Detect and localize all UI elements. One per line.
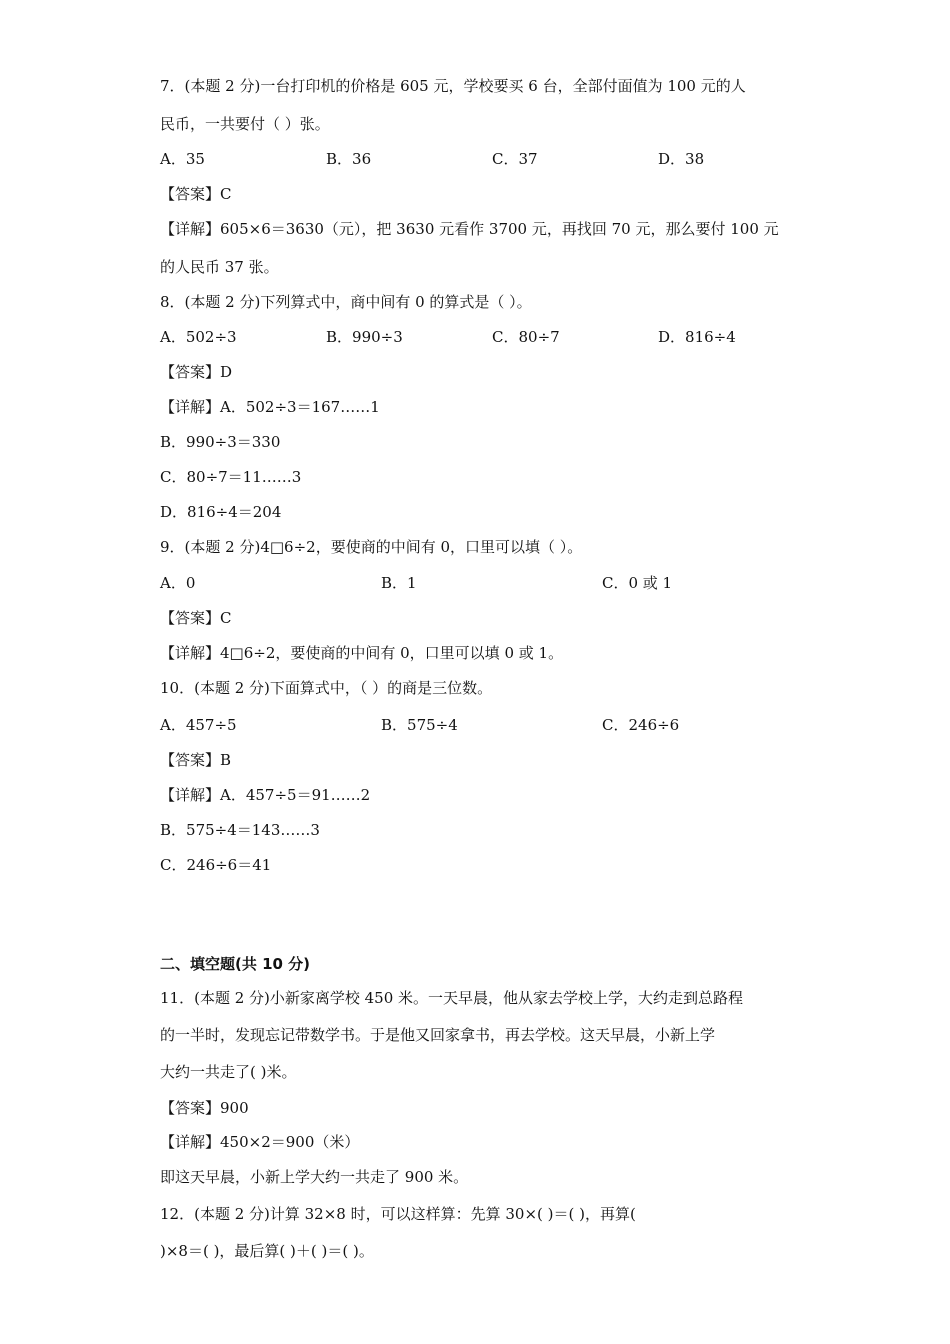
q8-option-c: C．80÷7 (492, 328, 560, 346)
q8-explain-c: C．80÷7＝11……3 (160, 468, 302, 486)
q8-explain-a: 【详解】A．502÷3＝167……1 (160, 398, 380, 416)
q11-explain-line1: 【详解】450×2＝900（米） (160, 1133, 360, 1151)
q9-stem: 9．(本题 2 分)4□6÷2，要使商的中间有 0，口里可以填（ ）。 (160, 538, 583, 556)
q8-explain-b: B．990÷3＝330 (160, 433, 281, 451)
q12-stem-line1: 12．(本题 2 分)计算 32×8 时，可以这样算：先算 30×( )＝( )，再算( (160, 1205, 636, 1223)
q7-stem-line1: 7．(本题 2 分)一台打印机的价格是 605 元，学校要买 6 台，全部付面值为 100 元的人 (160, 77, 746, 95)
q9-option-b: B．1 (381, 574, 417, 592)
q7-explain-line1: 【详解】605×6＝3630（元），把 3630 元看作 3700 元，再找回 70 元，那么要付 100 元 (160, 220, 779, 238)
q7-answer: 【答案】C (160, 185, 232, 203)
q10-explain-a: 【详解】A．457÷5＝91……2 (160, 786, 371, 804)
q8-option-a: A．502÷3 (160, 328, 237, 346)
q11-stem-line2: 的一半时，发现忘记带数学书。于是他又回家拿书，再去学校。这天早晨，小新上学 (160, 1026, 716, 1044)
q7-option-c: C．37 (492, 150, 538, 168)
q7-explain-line2: 的人民币 37 张。 (160, 258, 279, 276)
q8-option-b: B．990÷3 (326, 328, 403, 346)
q9-answer: 【答案】C (160, 609, 232, 627)
q7-option-a: A．35 (160, 150, 205, 168)
q9-option-a: A．0 (160, 574, 196, 592)
q9-option-c: C．0 或 1 (602, 574, 673, 592)
q8-stem: 8．(本题 2 分)下列算式中，商中间有 0 的算式是（ ）。 (160, 293, 532, 311)
q8-answer: 【答案】D (160, 363, 233, 381)
q11-stem-line3: 大约一共走了( )米。 (160, 1063, 297, 1081)
q9-explain: 【详解】4□6÷2，要使商的中间有 0，口里可以填 0 或 1。 (160, 644, 564, 662)
q7-stem-line2: 民币，一共要付（ ）张。 (160, 115, 330, 133)
q11-answer: 【答案】900 (160, 1099, 249, 1117)
q8-option-d: D．816÷4 (658, 328, 736, 346)
q10-option-a: A．457÷5 (160, 716, 237, 734)
section-title: 二、填空题(共 10 分) (160, 955, 311, 973)
q7-option-b: B．36 (326, 150, 372, 168)
q8-explain-d: D．816÷4＝204 (160, 503, 282, 521)
q12-stem-line2: )×8＝( )，最后算( )＋( )＝( )。 (160, 1242, 374, 1260)
q11-stem-line1: 11．(本题 2 分)小新家离学校 450 米。一天早晨，他从家去学校上学，大约走到总路程 (160, 989, 744, 1007)
q10-stem: 10．(本题 2 分)下面算式中，（ ）的商是三位数。 (160, 679, 493, 697)
q10-explain-b: B．575÷4＝143……3 (160, 821, 320, 839)
q10-option-c: C．246÷6 (602, 716, 680, 734)
q10-answer: 【答案】B (160, 751, 232, 769)
q7-option-d: D．38 (658, 150, 705, 168)
q10-option-b: B．575÷4 (381, 716, 458, 734)
q10-explain-c: C．246÷6＝41 (160, 856, 272, 874)
q11-explain-line2: 即这天早晨，小新上学大约一共走了 900 米。 (160, 1168, 469, 1186)
